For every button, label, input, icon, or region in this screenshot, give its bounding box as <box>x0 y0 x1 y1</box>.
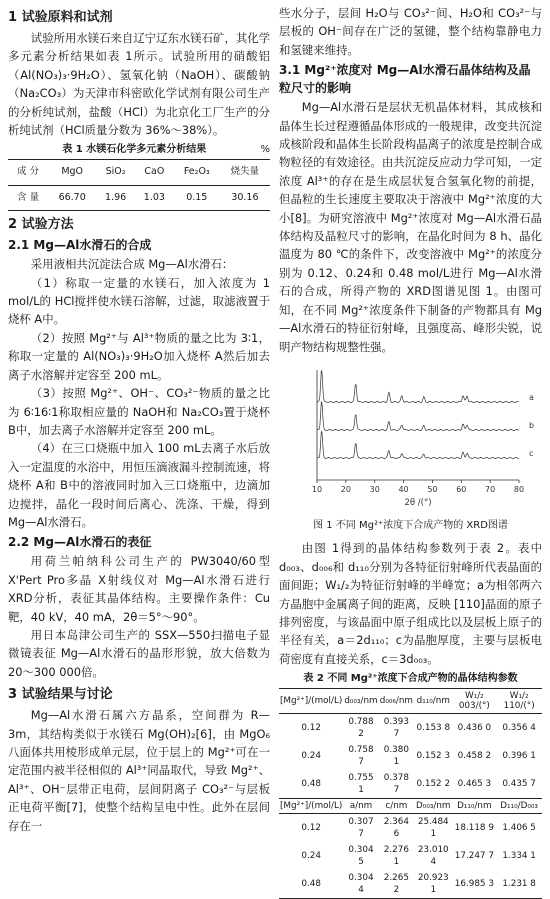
table-2-header: a/nm <box>343 799 378 814</box>
table-cell: 0.356 4 <box>502 723 536 734</box>
section-2-2-para-1: 用荷兰帕纳科公司生产的 PW3040/60型 X'Pert Pro多晶 X射线仪对 Mg—Al水滑石进行 XRD分析，表征其晶体结构。主要操作条件：Cu靶，40 kV，40 mA，2θ＝5°～90°。 <box>8 554 270 624</box>
table-cell: 0.153 8 <box>416 723 451 734</box>
section-3-1-para-1: Mg—Al水滑石是层状无机晶体材料，其成核和晶体生长过程遵循晶体形成的一般规律，改变共沉淀成核阶段和晶体生长阶段构晶离子的浓度是控制合成物粒径的有效途径。由共沉淀反应动力学可知，一定浓度 Al³⁺的存在是生成层状复合氢氧化物的前提，但晶粒的生长速度主要取决于溶液中 Mg²⁺浓度的大小[8]。为研究溶液中 Mg²⁺浓度对 Mg—Al水滑石晶体结构及晶粒尺寸的影响，在晶化时间为 8 h、晶化温度为 80 ℃的条件下，改变溶液中 Mg²⁺的浓度分别为 0.12、0.24和 0.48 mol/L进行 Mg—Al水滑石的合成，所得产物的 XRD图谱见图 1。由图可知，在不同 Mg²⁺浓度条件下制备的产物都具有 Mg—Al水滑石的特征衍射峰，且强度高、峰形尖锐，说明产物结构规整性强。 <box>279 100 542 354</box>
table-2-header: d₁₁₀/nm <box>414 689 452 714</box>
x-tick-label: 70 <box>485 484 496 494</box>
xrd-curve-b <box>317 402 519 431</box>
table-cell: 0.152 2 <box>416 779 451 790</box>
table-cell: 0.307 7 <box>348 817 374 840</box>
table-cell: 0.304 4 <box>348 873 374 896</box>
table-cell: 18.118 9 <box>454 823 494 834</box>
table-row <box>279 870 542 899</box>
table-cell: 0.304 5 <box>348 845 374 868</box>
section-1-body: 试验所用水镁石来自辽宁辽东水镁石矿，其化学多元素分析结果如表 1所示。试验所用的硝酸铝（Al(NO₃)₃·9H₂O）、氢氧化钠（NaOH）、碳酸钠（Na₂CO₃）为天津市科密欧化学试剂有限公司生产的分析纯试剂，盐酸（HCl）为北京化工厂生产的分析纯试剂（HCl质量分数为 36%～38%）。 <box>8 31 271 138</box>
table-cell: 2.364 6 <box>383 817 409 840</box>
xrd-curve-label: c <box>529 448 534 458</box>
table-cell: 16.985 3 <box>454 879 494 890</box>
section-3-1-title: 3.1 Mg²⁺浓度对 Mg—Al水滑石晶体结构及晶粒尺寸的影响 <box>279 63 531 96</box>
table-cell: 0.12 <box>301 823 321 834</box>
x-tick-label: 80 <box>513 484 525 494</box>
table-cell: 1.96 <box>105 191 127 203</box>
table-2-header: W₁/₂ 110/(°) <box>496 689 542 714</box>
table-2-header: D₁₁₀/nm <box>452 799 496 814</box>
step-2: （2）按照 Mg²⁺与 Al³⁺物质的量之比为 3∶1，称取一定量的 Al(NO₃)₃·9H₂O加入烧杯 A然后加去离子水溶解并定容至 200 mL。 <box>8 330 270 382</box>
table-1 <box>8 159 270 211</box>
table-cell: 0.48 <box>301 879 321 890</box>
section-2-1-title: 2.1 Mg—Al水滑石的合成 <box>8 238 152 253</box>
table-cell: 0.393 7 <box>383 717 409 740</box>
section-3-1-para-2: 由图 1得到的晶体结构参数列于表 2。表中 d₀₀₃、d₀₀₆和 d₁₁₀分别为各特征衍射峰所代表晶面的面间距；W₁/₂为特征衍射峰的半峰宽；a为相邻两六方晶胞中金属离子间的距离，反映 [110]晶面的原子排列密度，与该晶面中原子组成比以及层板上原子的半径有关，a＝2d₁₁₀；c为晶胞厚度，主要与层板电荷密度有直接关系，c＝3d₀₀₃。 <box>279 541 542 666</box>
table-2-header: D₁₁₀/D₀₀₃ <box>496 799 542 814</box>
x-tick-label: 50 <box>427 484 438 494</box>
section-3-para-1: Mg—Al水滑石属六方晶系，空间群为 R—3m，其结构类似于水镁石 Mg(OH)₂[6]，由 MgO₆八面体共用棱形成单元层，位于层上的 Mg²⁺可在一定范围内被半径相似的 Al³⁺同晶取代，导致 Mg²⁺、Al³⁺、OH⁻层带正电荷，层间阴离子 CO₃²⁻与层板正电荷平衡[7]，使整个结构呈电中性。此外在层间存在一 <box>8 708 270 833</box>
table-row <box>8 185 270 210</box>
table-2 <box>279 688 542 899</box>
x-tick-label: 40 <box>398 484 409 494</box>
x-tick-label: 60 <box>456 484 467 494</box>
table-cell: 0.465 3 <box>457 779 492 790</box>
table-cell: 0.436 0 <box>457 723 492 734</box>
table-2-header: d₀₀₆/nm <box>379 689 414 714</box>
table-cell: 0.435 7 <box>502 779 536 790</box>
table-cell: 含 量 <box>17 191 40 203</box>
table-row <box>279 814 542 843</box>
x-tick-label: 20 <box>340 484 351 494</box>
figure-1 <box>279 362 542 533</box>
table-2-header-row <box>279 799 542 814</box>
section-2-title: 2 试验方法 <box>8 217 74 233</box>
xrd-axis <box>312 370 524 508</box>
table-2-header: c/nm <box>379 799 414 814</box>
step-3: （3）按照 Mg²⁺、OH⁻、CO₃²⁻物质的量之比为 6∶16∶1称取相应量的 NaOH和 Na₂CO₃置于烧杯 B中，加去离子水溶解并定容至 200 mL。 <box>8 386 270 437</box>
table-cell: 0.755 1 <box>348 773 374 796</box>
xrd-curve-c <box>317 431 519 458</box>
table-cell: 17.247 7 <box>454 851 494 862</box>
x-tick-label: 30 <box>369 484 380 494</box>
xrd-curves <box>317 370 534 458</box>
table-1-header: 烧失量 <box>220 160 270 185</box>
section-2-2-para-2: 用日本岛津公司生产的 SSX—550扫描电子显微镜表征 Mg—Al水滑石的晶形形貌，放大倍数为20～300 000倍。 <box>8 627 270 679</box>
table-cell: 25.484 1 <box>417 817 449 840</box>
table-cell: 0.24 <box>301 851 321 862</box>
table-2-header: [Mg²⁺]/(mol/L) <box>279 799 343 814</box>
xrd-chart <box>279 362 542 512</box>
table-cell: 0.48 <box>301 779 321 790</box>
table-row <box>279 714 542 743</box>
table-cell: 30.16 <box>231 191 259 203</box>
table-2-header: d₀₀₃/nm <box>343 689 378 714</box>
table-cell: 0.152 3 <box>416 751 451 762</box>
table-cell: 1.406 5 <box>502 823 536 834</box>
table-cell: 0.788 2 <box>348 717 374 740</box>
table-cell: 0.15 <box>186 191 208 203</box>
section-1-title: 1 试验原料和试剂 <box>8 10 113 25</box>
right-column <box>279 4 542 899</box>
table-cell: 2.265 2 <box>383 873 409 896</box>
table-cell: 1.03 <box>143 191 165 203</box>
table-1-caption <box>8 143 270 157</box>
xrd-curve-a <box>317 370 519 403</box>
table-2-caption: 表 2 不同 Mg²⁺浓度下合成产物的晶体结构参数 <box>303 673 518 685</box>
xrd-curve-label: a <box>529 392 534 402</box>
table-cell: 0.396 1 <box>502 751 536 762</box>
table-2-header-row <box>279 689 542 714</box>
section-3-title: 3 试验结果与讨论 <box>8 687 113 703</box>
section-2-2-title: 2.2 Mg—Al水滑石的表征 <box>8 535 152 550</box>
table-row <box>279 842 542 870</box>
table-cell: 0.758 7 <box>348 745 374 768</box>
section-3-continued: 些水分子，层间 H₂O与 CO₃²⁻间、H₂O和 CO₃²⁻与层板的 OH⁻间存在广泛的氢键，整个结构靠静电力和氢键来维持。 <box>279 6 542 57</box>
table-row <box>279 770 542 799</box>
table-cell: 66.70 <box>58 191 86 203</box>
figure-1-caption: 图 1 不同 Mg²⁺浓度下合成产物的 XRD图谱 <box>313 520 508 532</box>
step-4: （4）在三口烧瓶中加入 100 mL去离子水后放入一定温度的水浴中，用恒压滴液漏斗控制流速，将烧杯 A和 B中的溶液同时加入三口烧瓶中，边滴加边搅拌，晶化一段时间后离心、洗涤、干燥，得到 Mg—Al水滑石。 <box>8 441 270 529</box>
table-1-caption-text: 表 1 水镁石化学多元素分析结果 <box>62 144 207 156</box>
left-column <box>8 4 270 835</box>
table-1-header-row <box>8 160 270 185</box>
table-cell: 0.378 7 <box>383 773 409 796</box>
table-1-unit: % <box>260 144 270 156</box>
table-cell: 0.380 1 <box>383 745 409 768</box>
table-2-header: D₀₀₃/nm <box>414 799 452 814</box>
table-2-header: W₁/₂ 003/(°) <box>452 689 496 714</box>
table-2-header: [Mg²⁺]/(mol/L) <box>279 689 343 714</box>
table-cell: 2.276 1 <box>383 845 409 868</box>
table-cell: 20.923 1 <box>417 873 449 896</box>
step-1: （1）称取一定量的水镁石，加入浓度为 1 mol/L的 HCl搅拌使水镁石溶解，过滤，取滤液置于烧杯 A中。 <box>8 275 270 327</box>
table-1-header: MgO <box>48 160 96 185</box>
table-1-header: SiO₂ <box>96 160 135 185</box>
table-cell: 0.458 2 <box>457 751 492 762</box>
table-1-header: Fe₂O₃ <box>174 160 220 185</box>
table-1-header: 成 分 <box>8 160 48 185</box>
x-tick-label: 10 <box>311 484 323 494</box>
table-cell: 1.334 1 <box>502 851 536 862</box>
table-cell: 0.24 <box>301 751 321 762</box>
table-1-header: CaO <box>135 160 174 185</box>
table-cell: 23.010 4 <box>417 845 449 868</box>
table-cell: 1.231 8 <box>502 879 536 890</box>
table-row <box>279 742 542 770</box>
section-2-1-intro: 采用液相共沉淀法合成 Mg—Al水滑石： <box>30 257 234 272</box>
xrd-curve-label: b <box>529 420 535 430</box>
table-cell: 0.12 <box>301 723 321 734</box>
x-axis-label: 2θ /(°) <box>404 497 432 508</box>
